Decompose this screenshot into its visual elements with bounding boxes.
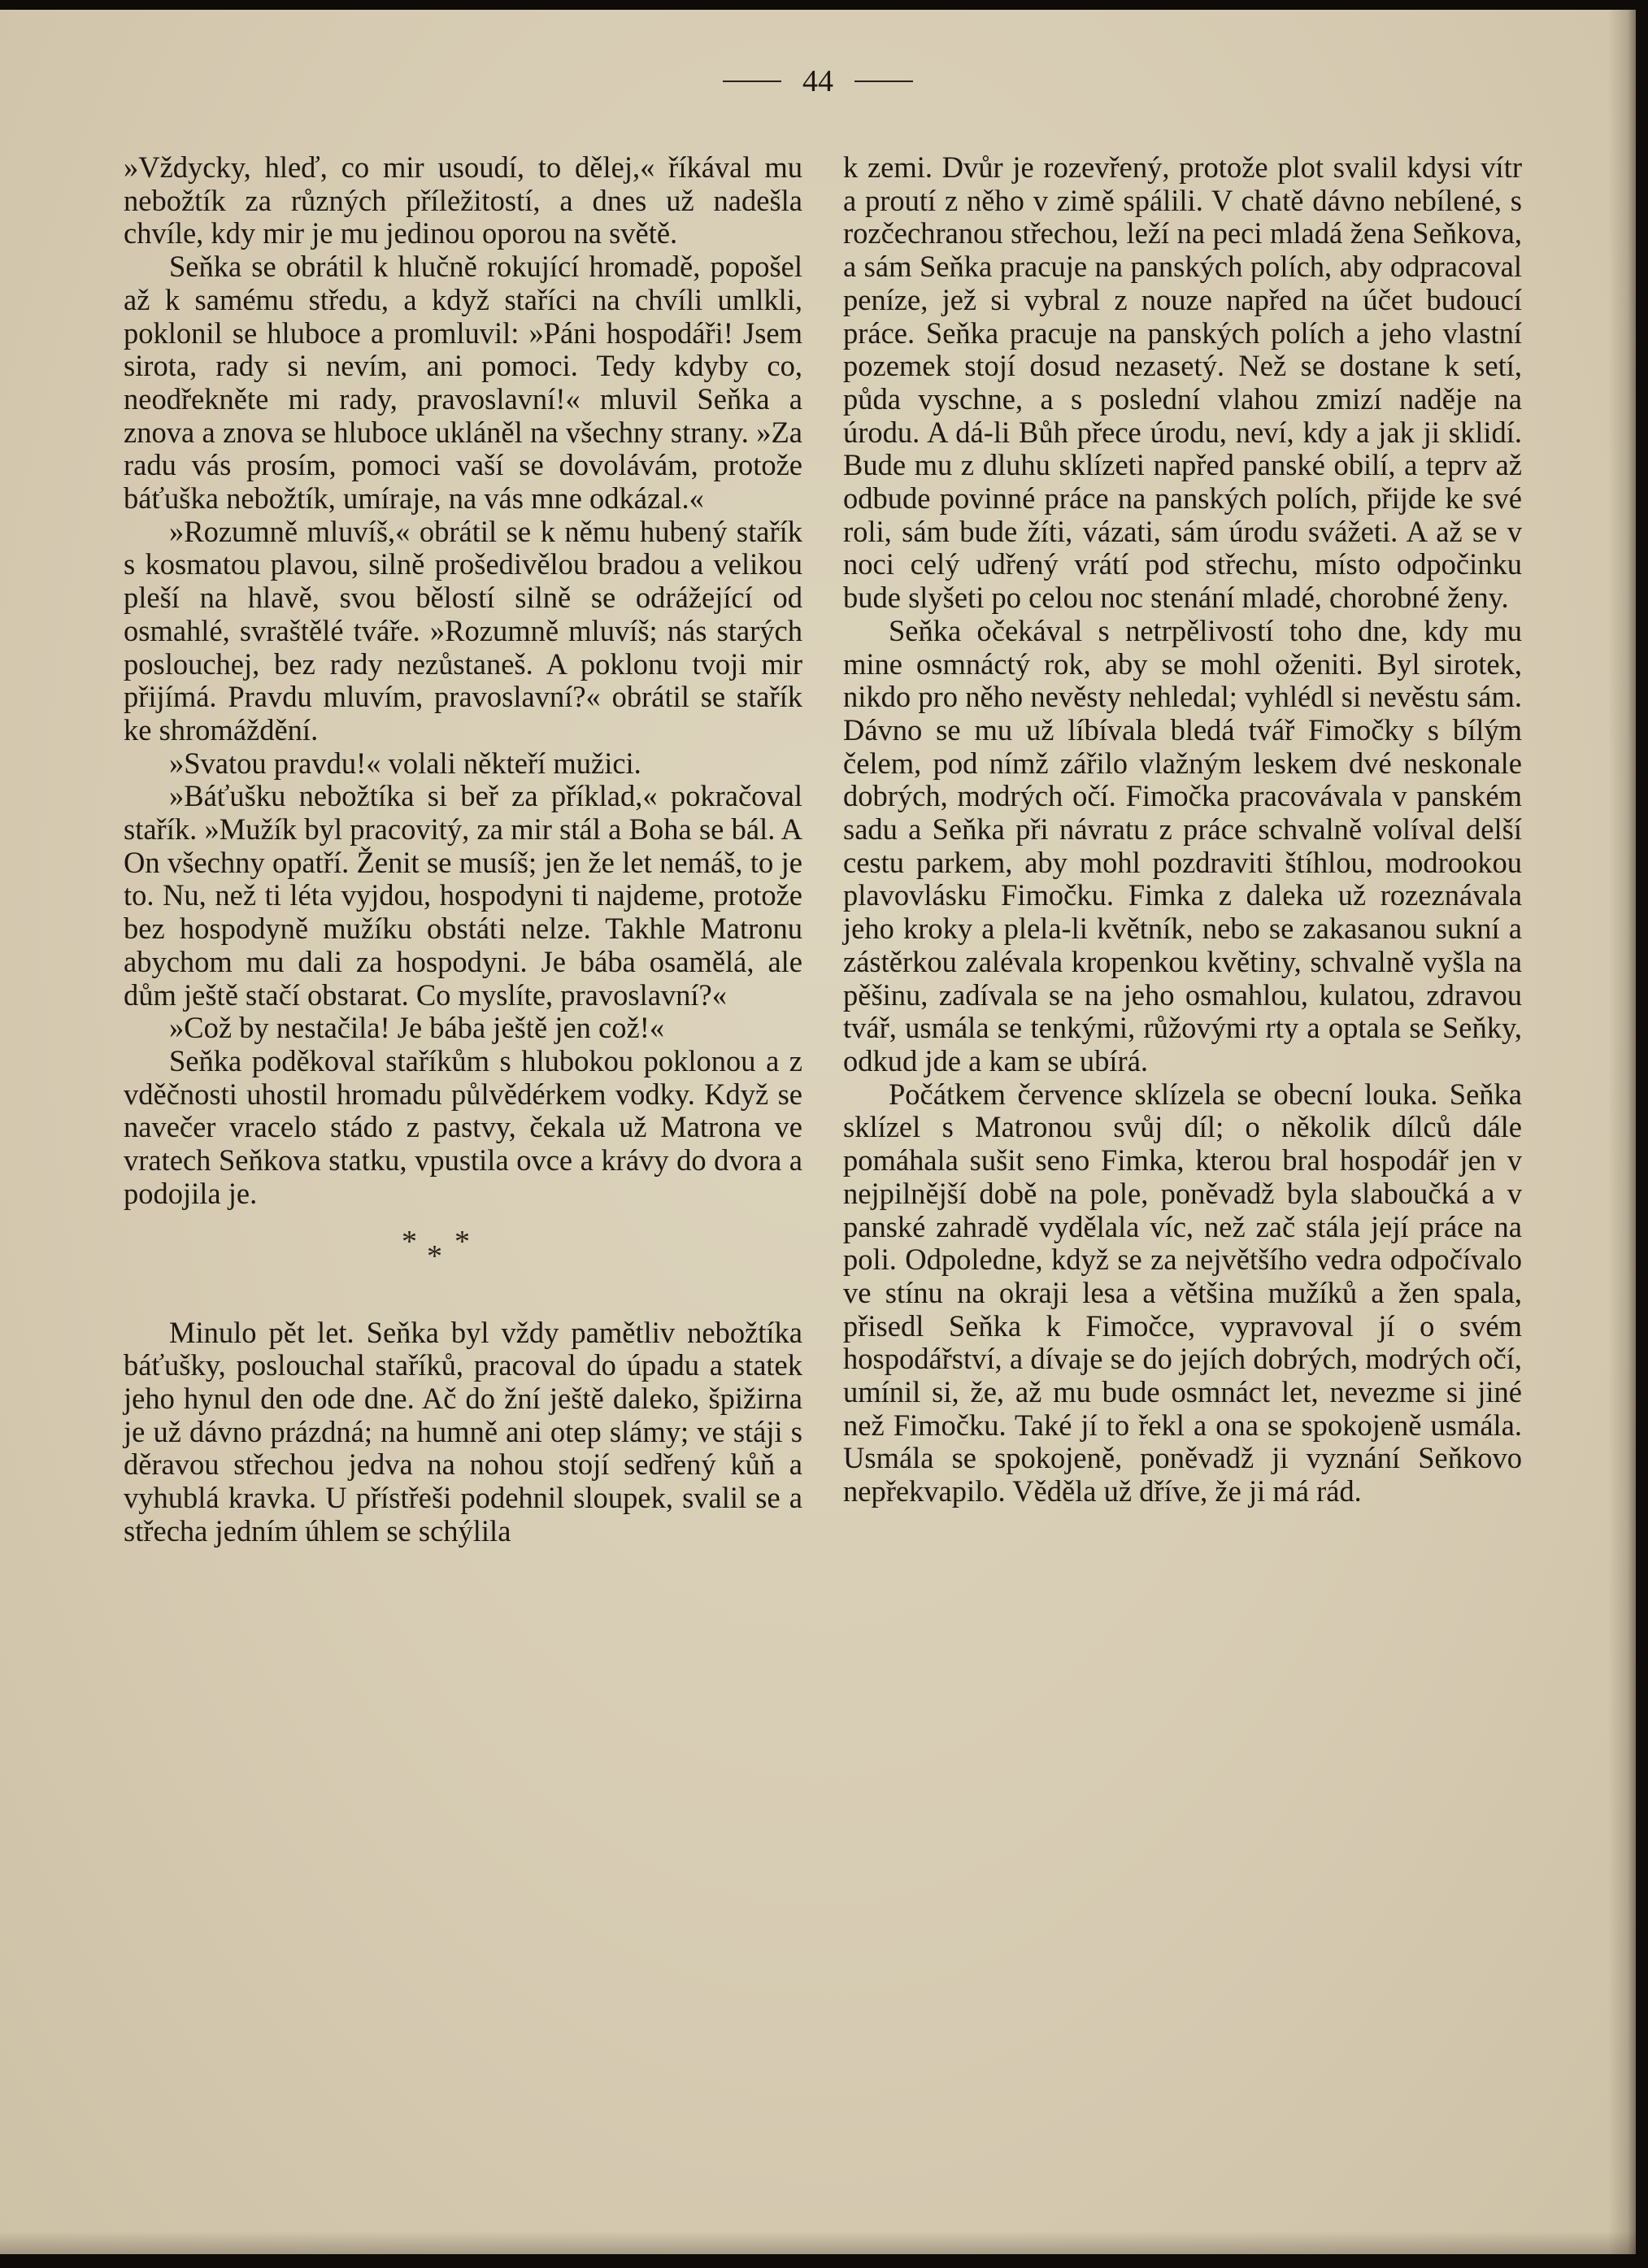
- paragraph-r2: Seňka očekával s netrpělivostí toho dne, kdy mu mine osmnáctý rok, aby se mohl oženiti. Byl sirotek, nikdo pro něho nevěsty nehledal; vyhlédl si nevěstu sám. Dávno se mu už líbívala bledá tvář Fimočky s bílým čelem, pod nímž zářilo vlažným leskem dvé neskonale dobrých, modrých očí. Fimočka pracovávala v panském sadu a Seňka při návratu z práce schvalně volíval delší cestu parkem, aby mohl pozdraviti štíhlou, modrookou plavovlásku Fimočku. Fimka z daleka už rozeznávala jeho kroky a plela-li květník, nebo se zakasanou sukní a zástěrkou zalévala kropenkou květiny, schvalně vyšla na pěšinu, zadívala se na jeho osmahlou, kulatou, zdravou tvář, usmála se tenkými, růžovými rty a optala se Seňky, odkud jde a kam se ubírá.: [843, 613, 1522, 1077]
- asterisk: *: [427, 1238, 442, 1273]
- header-rule-right: [854, 81, 913, 82]
- paragraph-l8: Minulo pět let. Seňka byl vždy pamětliv nebožtíka báťušky, poslouchal staříků, pracoval do úpadu a statek jeho hynul den ode dne. Ač do žní ještě daleko, špižirna je už dávno prázdná; na humně ani otep slámy; ve stáji s děravou střechou jedva na nohou stojí sedřený kůň a vyhublá kravka. U přístřeši podehnil sloupek, svalil se a střecha jedním úhlem se schýlila: [124, 1315, 802, 1548]
- asterisk: *: [402, 1224, 417, 1259]
- paragraph-r3: Počátkem července sklízela se obecní louka. Seňka sklízel s Matronou svůj díl; o několik dílců dále pomáhala sušit seno Fimka, kterou bral hospodář jen v nejpilnější době na pole, poněvadž byla slaboučká a v panské zahradě vydělala víc, než zač stála její práce na poli. Odpoledne, když se za největšího vedra odpočívalo ve stínu na okraji lesa a většina mužíků a žen spala, přisedl Seňka k Fimočce, vypravoval jí o svém hospodářství, a dívaje se do jejích dobrých, modrých očí, umínil si, že, až mu bude osmnáct let, nevezme si jiné než Fimočku. Také jí to řekl a ona se spokojeně usmála. Usmála se spokojeně, poněvadž ji vyznání Seňkovo nepřekvapilo. Věděla už dříve, že ji má rád.: [843, 1077, 1522, 1508]
- page-header: [0, 63, 1636, 99]
- header-rule-left: [723, 81, 781, 82]
- paragraph-l6: »Což by nestačila! Je bába ještě jen což!«: [169, 1011, 665, 1045]
- book-page: [0, 10, 1636, 2254]
- paragraph-r1: k zemi. Dvůr je rozevřený, protože plot svalil kdysi vítr a proutí z něho v zimě spálili. V chatě dávno nebílené, s rozčechranou střechou, leží na peci mladá žena Seňkova, a sám Seňka pracuje na panských polích, aby odpracoval peníze, jež si vybral z nouze napřed na účet budoucí práce. Seňka pracuje na panských polích a jeho vlastní pozemek stojí dosud nezasetý. Než se dostane k setí, půda vyschne, a s poslední vlahou zmizí naděje na úrodu. A dá-li Bůh přece úrodu, neví, kdy a jak ji sklidí. Bude mu z dluhu sklízeti napřed panské obilí, a teprv až odbude povinné práce na panských polích, přijde ke své roli, sám bude žíti, vázati, sám úrodu svážeti. A až se v noci celý udřený vrátí pod střechu, místo odpočinku bude slyšeti po celou noc stenání mladé, chorobné ženy.: [843, 150, 1522, 615]
- left-column: [124, 151, 802, 1548]
- page-number: 44: [802, 64, 833, 98]
- page-edge-shadow-right: [1608, 10, 1636, 2254]
- section-separator-asterism: [124, 1222, 802, 1312]
- paragraph-l4: »Svatou pravdu!« volali někteří mužici.: [169, 746, 641, 780]
- paragraph-l7: Seňka poděkoval staříkům s hlubokou poklonou a z vděčnosti uhostil hromadu půlvědérkem vodky. Když se navečer vracelo stádo z pastvy, čekala už Matrona ve vratech Seňkova statku, vpustila ovce a krávy do dvora a podojila je.: [124, 1043, 802, 1210]
- paragraph-l3: »Rozumně mluvíš,« obrátil se k němu hubený stařík s kosmatou plavou, silně prošedivělou bradou a velikou pleší na hlavě, svou bělostí silně se odrážející od osmahlé, svraštělé tváře. »Rozumně mluvíš; nás starých poslouchej, bez rady nezůstaneš. A poklonu tvoji mir přijímá. Pravdu mluvím, pravoslavní?« obrátil se stařík ke shromáždění.: [124, 514, 802, 747]
- paragraph-l2: Seňka se obrátil k hlučně rokující hromadě, popošel až k samému středu, a když staříci na chvíli umlkli, poklonil se hluboce a promluvil: »Páni hospodáři! Jsem sirota, rady si nevím, ani pomoci. Tedy kdyby co, neodřekněte mi rady, pravoslavní!« mluvil Seňka a znova a znova se hluboce ukláněl na všechny strany. »Za radu vás prosím, pomoci vaší se dovolávám, protože báťuška nebožtík, umíraje, na vás mne odkázal.«: [124, 250, 802, 516]
- paragraph-l1: »Vždycky, hleď, co mir usoudí, to dělej,« říkával mu nebožtík za různých příležitostí, a dnes už nadešla chvíle, kdy mir je mu jedinou oporou na světě.: [124, 150, 802, 250]
- page-edge-shadow-bottom: [0, 2231, 1636, 2254]
- asterisk: *: [454, 1224, 470, 1259]
- right-column: [843, 151, 1522, 1508]
- paragraph-l5: »Báťušku nebožtíka si beř za příklad,« pokračoval stařík. »Mužík byl pracovitý, za mir stál a Boha se bál. A On všechny opatří. Ženit se musíš; jen že let nemáš, to je to. Nu, než ti léta vyjdou, hospodyni ti najdeme, protože bez hospodyně mužíku obstáti nelze. Takhle Matronu abychom mu dali za hospodyni. Je bába osamělá, ale dům ještě stačí obstarat. Co myslíte, pravoslavní?«: [124, 779, 802, 1012]
